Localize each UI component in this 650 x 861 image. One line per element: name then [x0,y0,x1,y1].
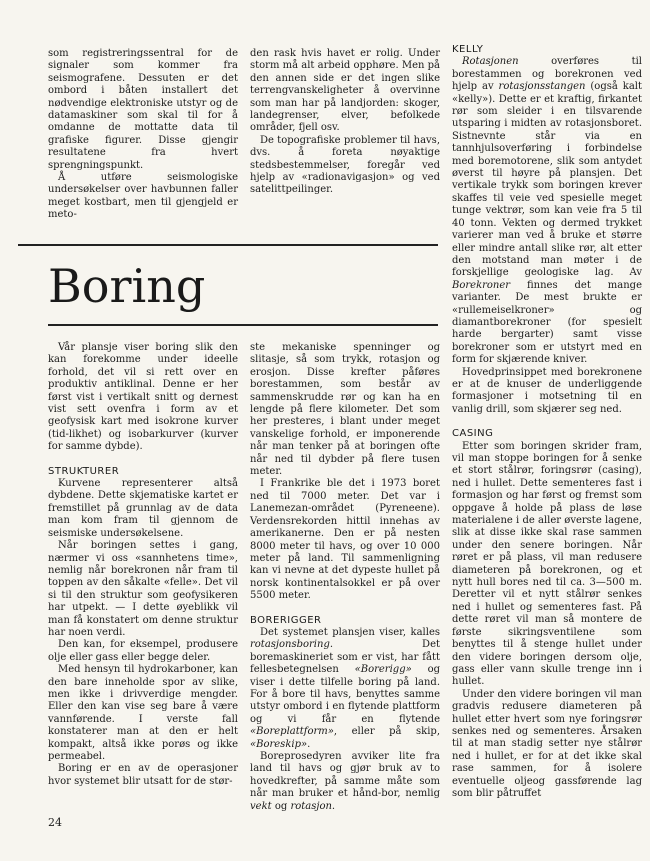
paragraph: Å utføre seismologiske undersøkelser over havbunnen faller meget kostbart, men til gjengjeld er meto- [48,172,238,221]
top-column-2 [250,48,440,197]
body-column-2 [250,342,440,813]
section-title: Boring [48,259,206,313]
paragraph: Kurvene representerer altså dybdene. Dette skjematiske kartet er fremstillet på grunnlag av de data man kom fram til gjennom de seismiske undersøkelsene. [48,478,238,539]
intro-paragraph: Vår plansje viser boring slik den kan forekomme under ideelle forhold, det vil si rett over en produktiv antiklinal. Denne er her først vist i vertikalt snitt og dernest vist sett ovenfra i form av et geofysisk kart med isokrone kurver (tid-likhet) og isobarkurver (kurver for samme dybde). [48,342,238,453]
paragraph: Hovedprinsippet med borekronene er at de knuser de underliggende formasjoner i motsetning til en vanlig drill, som skjærer seg ned. [452,366,642,415]
title-top-rule [18,244,438,246]
paragraph: ste mekaniske spenninger og slitasje, så som trykk, rotasjon og erosjon. Disse krefter påføres borestammen, som består av sammenskrudde rør og kan ha en lengde på flere kilometer. Det som her presteres, i blant under meget vanskelige forhold, er imponerende når man tenker på at boringen ofte når ned til dybder på flere tusen meter. [250,342,440,478]
paragraph: den rask hvis havet er rolig. Under storm må alt arbeid opphøre. Men på den annen side er det ingen slike terrengvanskeligheter å overvinne som man har på landjorden: skoger, landegrenser, elver, befolkede områder, fjell osv. [250,48,440,134]
heading-kelly: KELLY [452,44,484,55]
paragraph: Boreprosedyren avviker lite fra land til havs og gjør bruk av to hovedkrefter, på samme måte som når man bruker et hånd-bor, nemlig vekt og rotasjon. [250,751,440,812]
heading-borerigger: BORERIGGER [250,614,322,626]
heading-casing: CASING [452,428,494,440]
title-bottom-rule [48,324,438,326]
body-column-1 [48,342,238,788]
paragraph: Etter som boringen skrider fram, vil man stoppe boringen for å senke et stort stålrør, foringsrør (casing), ned i hullet. Dette sementeres fast i formasjon og har først og fremst som oppgave å holde på plass de løse materialene i de aller øverste lagene, slik at disse ikke skal rase sammen under den senere boringen. Når røret er på plass, vil man redusere diameteren på borekronen, og et nytt hull bores ned til ca. 3—500 m. Deretter vil et nytt stålrør senkes ned i hullet og sementeres fast. På dette røret vil man så montere de første sikringsventilene som benyttes til å stenge hullet under den videre boringen dersom olje, gass eller vann skulle trenge inn i hullet. [452,440,642,688]
paragraph: Rotasjonen overføres til borestammen og borekronen ved hjelp av rotasjonsstangen (også kalt «kelly»). Dette er et kraftig, firkantet rør som sleider i en tilsvarende utsparing i midten av rotasjonsboret. Sistnevnte står via en tannhjulsoverføring i forbindelse med boremotorene, slik som antydet øverst til høyre på plansjen. Det vertikale trykk som boringen krever skaffes til veie ved spesielle meget tunge vektrør, som kan veie fra 5 til 40 tonn. Vekten og dermed trykket varierer man ved å bruke et større eller mindre antall slike rør, alt etter den motstand man møter i de forskjellige geologiske lag. Av Borekroner finnes det mange varianter. De mest brukte er «rullemeiselkroner» og diamantborekroner (for spesielt harde bergarter) samt visse borekroner som er utstyrt med en form for skjærende kniver. [452,56,642,366]
body-column-3 [452,44,642,800]
paragraph: I Frankrike ble det i 1973 boret ned til 7000 meter. Det var i Lanemezan-området (Pyreneene). Verdensrekorden hittil innehas av amerikanerne. Den er på nesten 8000 meter til havs, og over 10 000 meter på land. Til sammenligning kan vi nevne at det dypeste hullet på norsk kontinentalsokkel er på over 5500 meter. [250,478,440,602]
heading-strukturer: STRUKTURER [48,465,120,477]
paragraph: Med hensyn til hydrokarboner, kan den bare inneholde spor av slike, men ikke i drivverdige mengder. Eller den kan vise seg bare å være vannførende. I verste fall konstaterer man at den er helt kompakt, altså ikke porøs og ikke permeabel. [48,664,238,762]
paragraph: som registreringssentral for de signaler som kommer fra seismografene. Dessuten er det ombord i båten installert det nødvendige elektroniske utstyr og de datamaskiner som skal til for å omdanne de mottatte data til grafiske figurer. Disse gjengir resultatene fra hvert sprengningspunkt. [48,48,238,171]
paragraph: Det systemet plansjen viser, kalles rotasjonsboring. Det boremaskineriet som er vist, har fått fellesbetegnelsen «Borerigg» og viser i dette tilfelle boring på land. For å bore til havs, benyttes samme utstyr ombord i en flytende plattform og vi får en flytende «Boreplattform», eller på skip, «Boreskip». [250,626,440,750]
paragraph: Under den videre boringen vil man gradvis redusere diameteren på hullet etter hvert som nye foringsrør senkes ned og sementeres. Årsaken til at man stadig setter nye stålrør ned i hullet, er for at det ikke skal rase sammen, for å isolere eventuelle oljeog gassførende lag som blir påtruffet [452,688,642,799]
top-column-1 [48,48,238,222]
paragraph: Den kan, for eksempel, produsere olje eller gass eller begge deler. [48,639,238,663]
page-number: 24 [48,816,62,829]
paragraph: De topografiske problemer til havs, dvs. å foreta nøyaktige stedsbestemmelser, foregår ved hjelp av «radionavigasjon» og ved satelittpeilinger. [250,134,440,196]
paragraph: Boring er en av de operasjoner hvor systemet blir utsatt for de stør- [48,763,238,787]
paragraph: Når boringen settes i gang, nærmer vi oss «sannhetens time», nemlig når borekronen når fram til toppen av den såkalte «felle». Det vil si til den struktur som geofysikeren har utpekt. — I dette øyeblikk vil man få konstatert om denne struktur har noen verdi. [48,540,238,638]
